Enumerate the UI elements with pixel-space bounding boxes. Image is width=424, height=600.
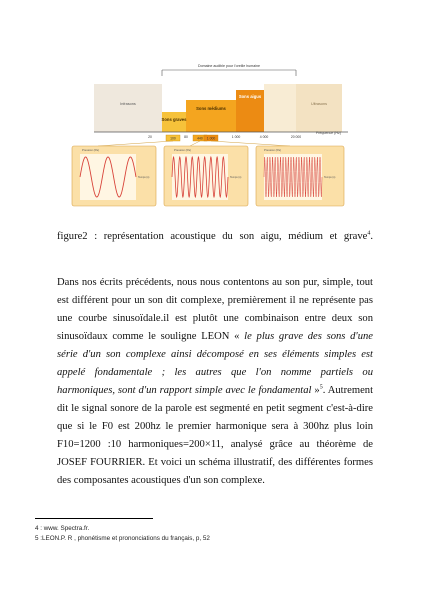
footnote-separator [35, 518, 153, 519]
boxed-tick-100: 100 [170, 136, 176, 141]
sons-aigus-label: Sons aigus [238, 94, 262, 99]
band-ultrasons [296, 84, 342, 132]
tick-20: 20 [148, 135, 152, 139]
frequency-axis-label: Fréquence (Hz) [316, 131, 341, 135]
boxed-tick-1000: 1 000 [206, 136, 216, 141]
caption-footnote-ref: 4 [367, 230, 371, 237]
body-paragraph [57, 274, 373, 490]
sound-spectrum-figure [58, 58, 358, 208]
band-sons-mediums [186, 100, 236, 132]
sons-graves-label: Sons graves [161, 117, 187, 122]
leon-quote: le plus grave des sons d'une série d'un son complexe ainsi décomposé en ses éléments simples est appelé fondamentale ; les autres que l'on nomme partiels ou harmoniques, sont d'un rapport simple avec le fondamental [57, 331, 373, 396]
band-sons-graves [162, 112, 186, 132]
tick-80: 80 [184, 135, 188, 139]
figure-caption [57, 230, 373, 244]
waveform-panel-aigu [256, 146, 344, 206]
body-text-1: Dans nos écrits précédents, nous nous contentons au son pur, simple, tout est différent pour un son dit complexe, premièrement il ne représente pas une courbe sinusoïdale.il est plutôt une combinaison entre deux son sinusoïdaux comme le souligne LEON « [57, 277, 373, 342]
footnote-4: 4 : www. Spectra.fr. [35, 525, 90, 532]
body-footnote-ref: 5 [319, 384, 323, 391]
infrasons-label: Infrasons [120, 102, 136, 106]
panel-2-axis: Temps (s) [230, 176, 242, 179]
panel-1-header: Pression (Pa) [82, 148, 99, 152]
spectrum-diagram [58, 58, 358, 208]
panel-3-header: Pression (Pa) [264, 148, 281, 152]
footnote-5: 5 :LEON.P. R , phonétisme et prononciations du français, p, 52 [35, 535, 210, 542]
panel-1-axis: Temps (s) [138, 176, 150, 179]
panel-2-header: Pression (Pa) [174, 148, 191, 152]
sons-mediums-label: Sons médiums [196, 106, 226, 111]
waveform-panel-medium [164, 146, 248, 206]
panel-3-axis: Temps (s) [324, 176, 336, 179]
caption-text: figure2 : représentation acoustique du son aigu, médium et grave [57, 231, 368, 242]
band-transition [264, 84, 296, 132]
tick-1000: 1 000 [231, 135, 241, 139]
ultrasons-label: Ultrasons [310, 102, 328, 106]
band-infrasons [94, 84, 162, 132]
tick-4000: 4 000 [259, 135, 269, 139]
caption-end: . [370, 231, 373, 242]
body-text-2: » [311, 385, 320, 396]
body-text-3: . Autrement dit le signal sonore de la parole est segmenté en petit segment c'est-à-dire que si le F0 est 200hz le premier harmonique sera à 300hz plus loin F10=1200 :10 harmoniques=200×11, analysé grâce au théorème de JOSEF FOURRIER. Et voici un schéma illustratif, des différentes formes des composantes acoustiques d'un son complexe. [57, 385, 374, 486]
tick-20000: 20 000 [290, 135, 302, 139]
audible-range-label: Domaine audible pour l'oreille humaine [197, 64, 261, 68]
waveform-panel-grave [72, 146, 156, 206]
boxed-tick-440: 440 [197, 136, 203, 141]
